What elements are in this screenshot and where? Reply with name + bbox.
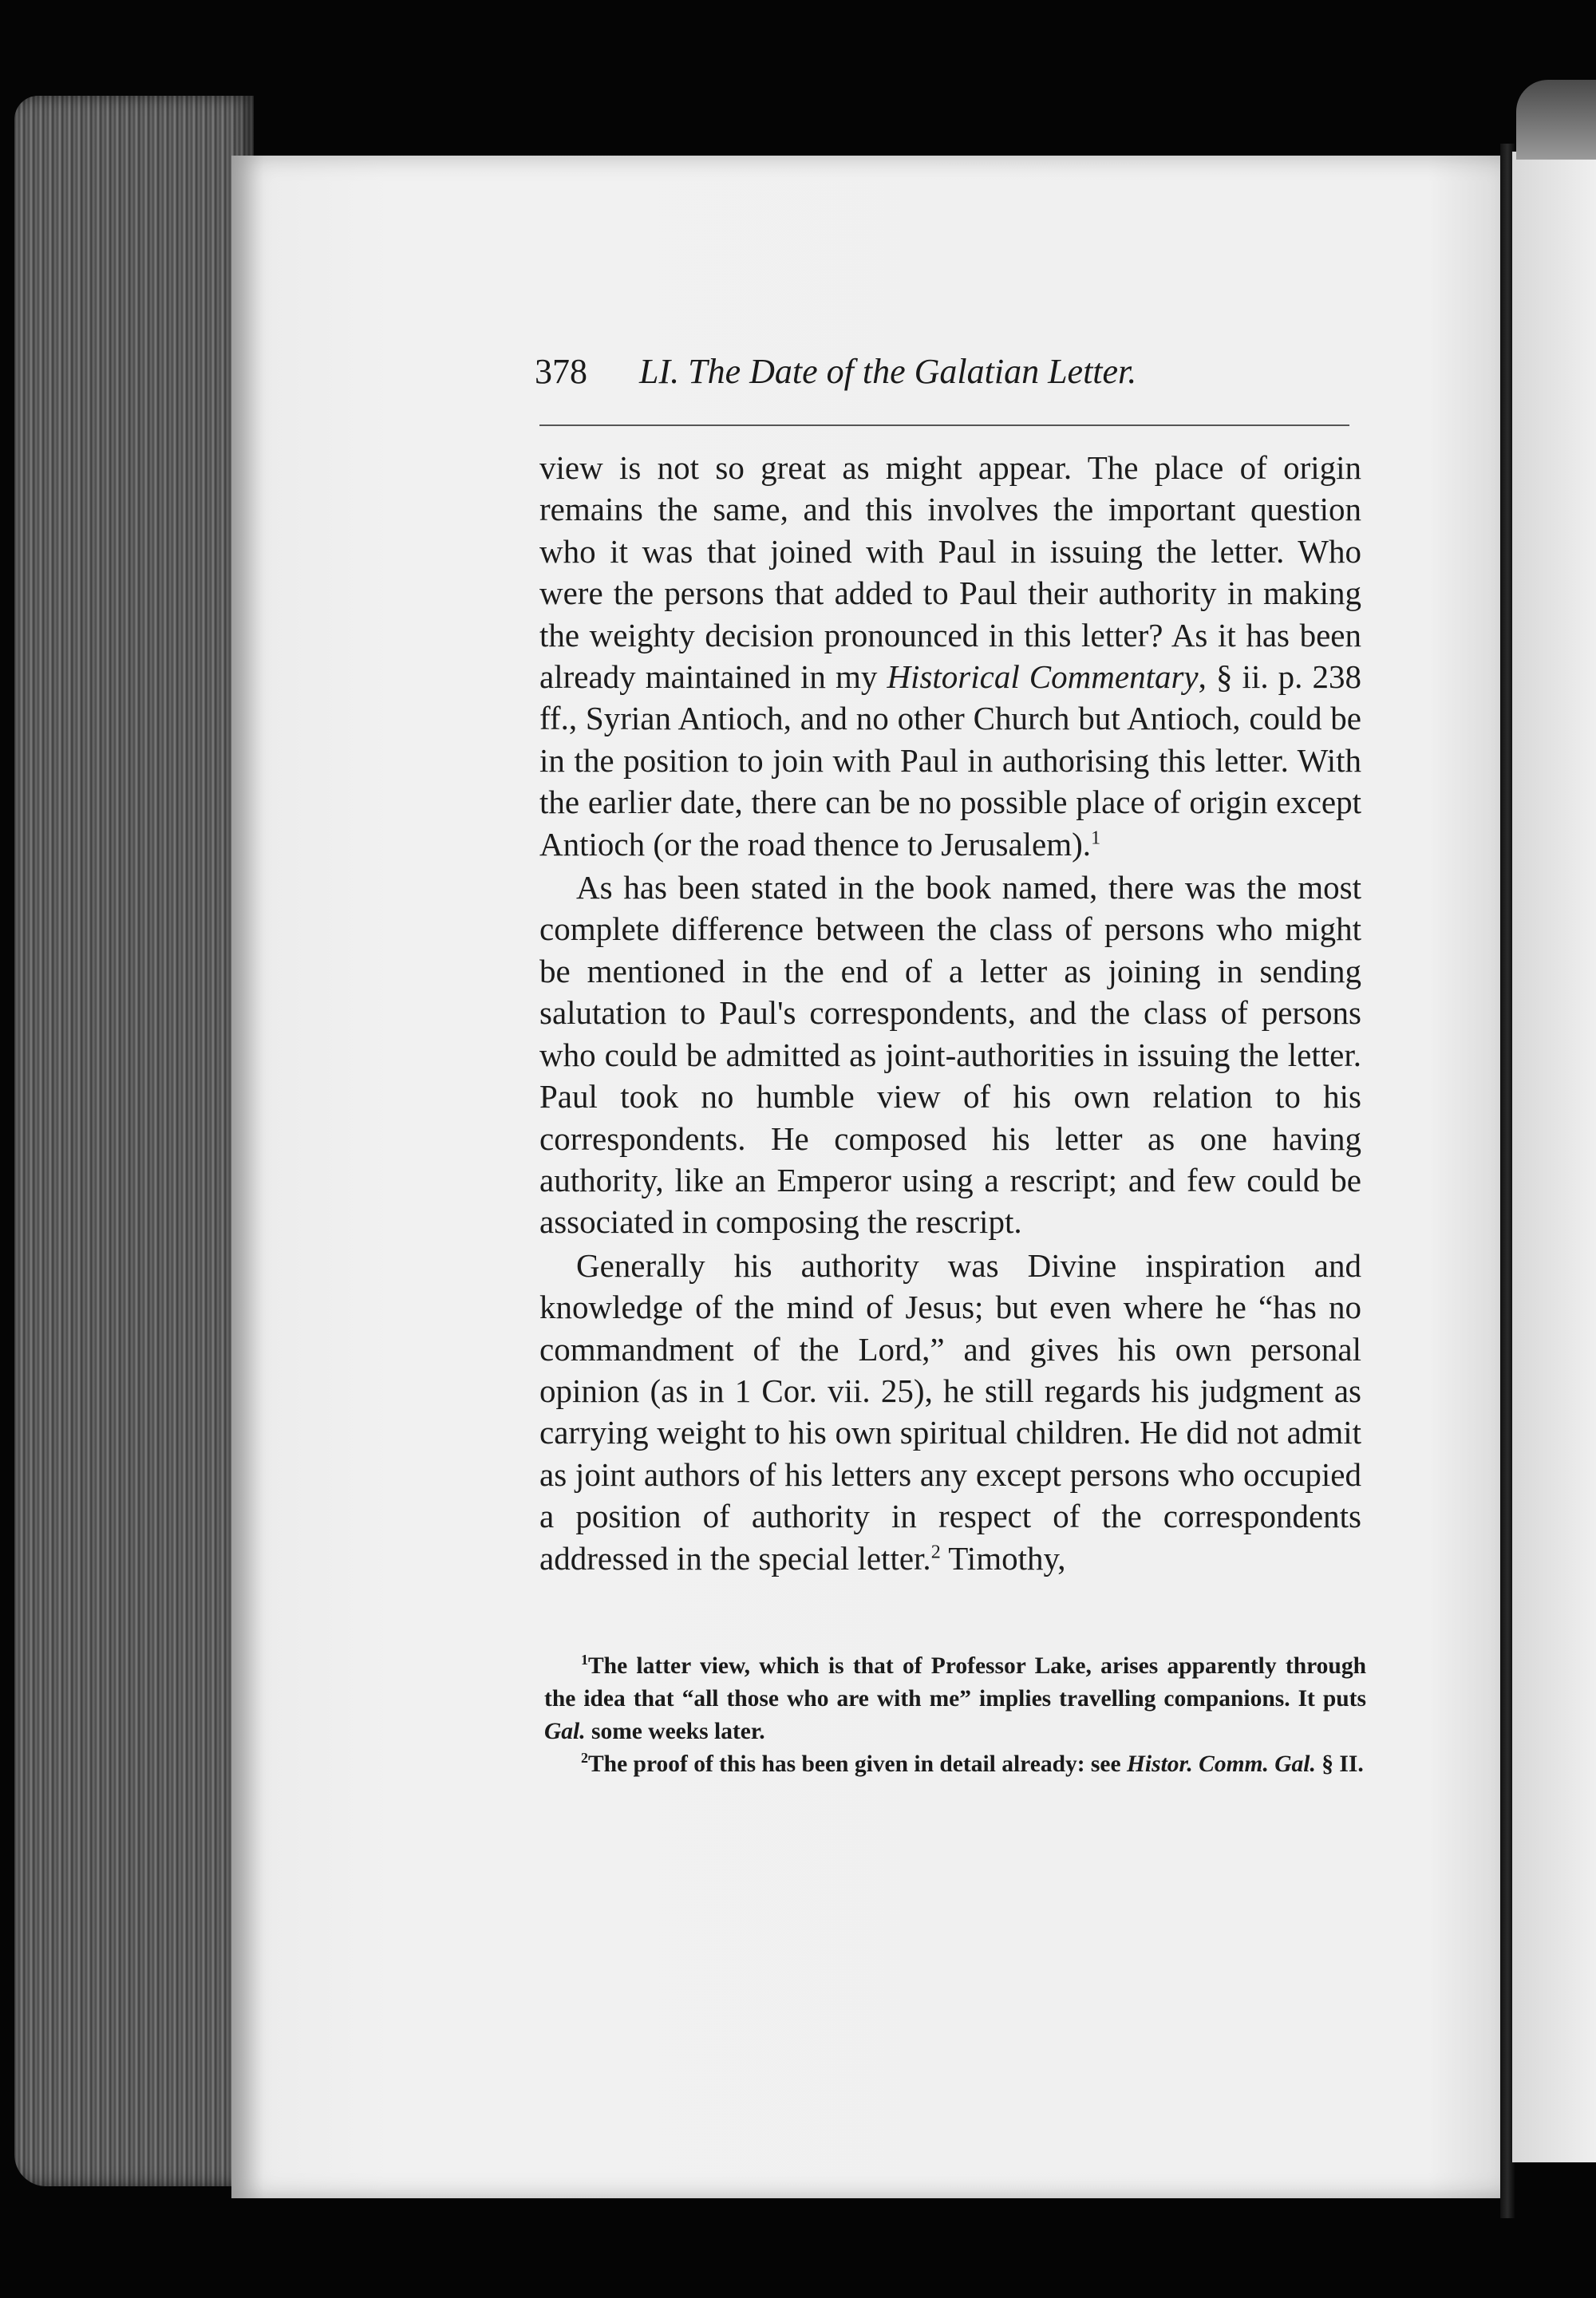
footnotes: [544, 1650, 1366, 1781]
running-header: [535, 351, 1373, 407]
footnote-1-italic: Gal.: [544, 1719, 586, 1744]
facing-page-corner: [1516, 80, 1596, 160]
paragraph-1: [539, 447, 1361, 865]
book-title-reference: Historical Commentary: [887, 658, 1199, 696]
footnote-2-italic: Histor. Comm. Gal.: [1126, 1751, 1316, 1777]
footnote-2: [544, 1748, 1366, 1781]
footnote-2-text: The proof of this has been given in detail already: see: [588, 1751, 1127, 1777]
body-text: [539, 447, 1361, 1579]
paragraph-1-text-cont: , § ii. p. 238 ff., Syrian Antioch, and no other Church but Antioch, could be in the position to join with Paul in authorising this letter. With the earlier date, there can be no possible place of origin except Antioch (or the road thence to Jerusalem).: [539, 658, 1362, 863]
footnote-ref-1: 1: [1091, 827, 1101, 848]
book-page-edges: [14, 96, 254, 2186]
facing-page: [1512, 152, 1596, 2162]
paragraph-1-text: view is not so great as might appear. The place of origin remains the same, and this involves the important question who it was that joined with Paul in issuing the letter. Who were the persons that added to Paul their authority in making the weighty decision pronounced in this letter? As it has been already maintained in my: [539, 449, 1361, 696]
header-rule: [539, 424, 1349, 426]
paragraph-3-text: Generally his authority was Divine inspiration and knowledge of the mind of Jesus; but even where he “has no commandment of the Lord,” and gives his own personal opinion (as in 1 Cor. vii. 25), he still regards his judgment as carrying weight to his own spiritual children. He did not admit as joint authors of his letters any except persons who occupied a position of authority in respect of the correspondents addressed in the special letter.: [539, 1246, 1361, 1577]
paragraph-3: [539, 1245, 1361, 1579]
page-number: 378: [535, 352, 587, 391]
footnote-ref-2: 2: [930, 1541, 941, 1562]
footnote-mark-1: 1: [581, 1652, 588, 1668]
paragraph-2: As has been stated in the book named, there was the most complete difference between the class of persons who might be mentioned in the end of a letter as joining in sending salutation to Paul's correspondents, and the class of persons who could be admitted as joint-authorities in issuing the letter. Paul took no humble view of his own relation to his correspondents. He composed his letter as one having authority, like an Emperor using a rescript; and few could be associated in composing the rescript.: [539, 869, 1361, 1241]
footnote-2-text-cont: § II.: [1315, 1751, 1364, 1777]
footnote-mark-2: 2: [581, 1750, 588, 1767]
footnote-1: [544, 1650, 1366, 1748]
footnote-1-text-cont: some weeks later.: [585, 1719, 765, 1744]
paragraph-3-text-cont: Timothy,: [940, 1539, 1066, 1577]
footnote-1-text: The latter view, which is that of Professor Lake, arises apparently through the idea that “all those who are with me” implies travelling companions. It puts: [544, 1653, 1366, 1712]
running-title: LI. The Date of the Galatian Letter.: [639, 352, 1137, 391]
